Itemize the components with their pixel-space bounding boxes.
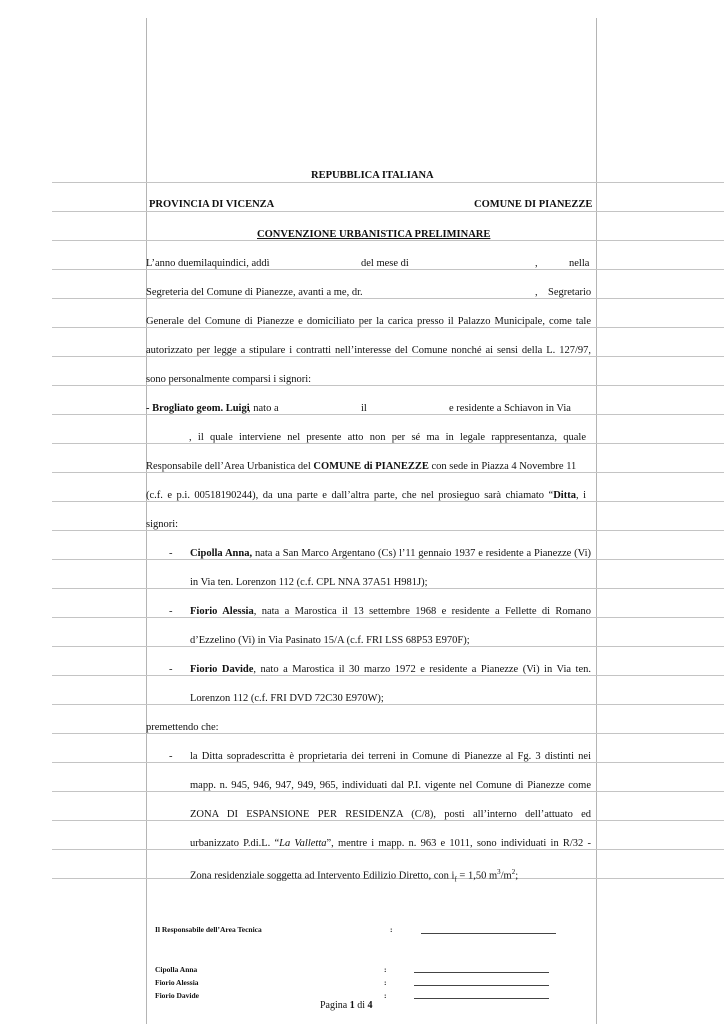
signature-line <box>421 933 556 934</box>
right-margin-line <box>596 18 597 1024</box>
text-line: Segreteria del Comune di Pianezze, avanti a me, dr. <box>146 287 363 298</box>
text-segment: Zona residenziale soggetta ad Intervento Edilizio Diretto, con i <box>190 870 455 882</box>
list-bullet: - <box>169 664 173 675</box>
representative-name: - Brogliato geom. Luigi <box>146 403 250 414</box>
municipality-label: COMUNE DI PIANEZZE <box>474 199 593 210</box>
row-line <box>52 182 724 183</box>
signature-colon: : <box>384 991 387 1000</box>
text-segment: , i <box>575 490 586 501</box>
signatory-line: Lorenzon 112 (c.f. FRI DVD 72C30 E970W); <box>190 693 384 704</box>
row-line <box>52 211 724 212</box>
text-line: premettendo che: <box>146 722 219 733</box>
text-line: signori: <box>146 519 179 530</box>
signatory-line <box>190 605 591 618</box>
text-line <box>146 489 586 502</box>
province-label: PROVINCIA DI VICENZA <box>149 199 275 210</box>
row-line <box>52 704 724 705</box>
premise-line: mapp. n. 945, 946, 947, 949, 965, individuati dal P.I. vigente nel Comune di Pianezze come <box>190 780 591 791</box>
signature-line <box>414 985 549 986</box>
premise-line <box>190 866 518 887</box>
signature-colon: : <box>384 965 387 974</box>
text-line: , nato a <box>248 403 279 414</box>
signatory-name: Fiorio Alessia <box>190 606 254 617</box>
text-segment: urbanizzato P.di.L. “ <box>190 838 280 849</box>
signatory-line: in Via ten. Lorenzon 112 (c.f. CPL NNA 37A51 H981J); <box>190 577 428 588</box>
signer-name: Cipolla Anna <box>155 965 198 974</box>
text-line: , <box>535 258 538 269</box>
signatory-name: Cipolla Anna, <box>190 548 253 559</box>
premise-line: ZONA DI ESPANSIONE PER RESIDENZA (C/8), posti all’interno dell’attuato ed <box>190 809 591 820</box>
text-segment: , nata a Marostica il 13 settembre 1968 e residente a Fellette di Romano <box>253 606 591 617</box>
text-line: il <box>361 403 367 414</box>
municipality-name: COMUNE di PIANEZZE <box>313 461 429 472</box>
text-line: del mese di <box>361 258 409 269</box>
text-segment: con sede in Piazza 4 Novembre 11 <box>431 461 577 472</box>
text-line: Generale del Comune di Pianezze e domiciliato per la carica presso il Palazzo Municipale, come tale <box>146 316 591 327</box>
document-subtitle: CONVENZIONE URBANISTICA PRELIMINARE <box>257 229 491 240</box>
text-line: , <box>535 287 538 298</box>
text-segment: , nato a Marostica il 30 marzo 1972 e residente a Pianezze (Vi) in Via ten. <box>253 664 591 675</box>
text-line: L’anno duemilaquindici, addì <box>146 258 270 269</box>
signature-line <box>414 998 549 999</box>
signatory-name: Fiorio Davide <box>190 664 254 675</box>
signer-name: Fiorio Davide <box>155 991 199 1000</box>
superscript: 3 <box>497 868 501 876</box>
text-segment: ; <box>515 870 519 882</box>
signatory-line <box>190 547 591 560</box>
signatory-line <box>190 663 591 676</box>
premise-line: la Ditta sopradescritta è proprietaria dei terreni in Comune di Pianezze al Fg. 3 distinti nei <box>190 751 591 762</box>
page-number <box>320 999 373 1012</box>
list-bullet: - <box>169 751 173 762</box>
text-segment: nata a San Marco Argentano (Cs) l’11 gennaio 1937 e residente a Pianezze (Vi) <box>254 548 592 559</box>
signatory-line: d’Ezzelino (Vi) in Via Pasinato 15/A (c.f. FRI LSS 68P53 E970F); <box>190 635 470 646</box>
text-line: e residente a Schiavon in Via <box>449 403 571 414</box>
text-segment: = 1,50 m <box>456 870 498 882</box>
text-segment: (c.f. e p.i. 00518190244), da una parte e dall’altra parte, che nel prosieguo sarà chiamato “ <box>146 490 554 501</box>
text-line: autorizzato per legge a stipulare i contratti nell’interesse del Comune nonché ai sensi della L. 127/97, <box>146 345 591 356</box>
text-segment: Pagina <box>320 1000 350 1011</box>
signature-colon: : <box>390 925 393 934</box>
text-line <box>146 460 576 473</box>
document-title: REPUBBLICA ITALIANA <box>311 170 434 181</box>
list-bullet: - <box>169 606 173 617</box>
current-page: 1 <box>349 1000 355 1011</box>
text-line: Segretario <box>548 287 592 298</box>
signer-name: Fiorio Alessia <box>155 978 199 987</box>
text-segment: di <box>354 1000 368 1011</box>
signature-line <box>414 972 549 973</box>
ditta-term: Ditta <box>553 490 576 501</box>
text-segment: /m <box>500 870 512 882</box>
superscript: 2 <box>511 868 516 876</box>
responsible-label: Il Responsabile dell’Area Tecnica <box>155 925 262 934</box>
text-segment: ”, mentre i mapp. n. 963 e 1011, sono individuati in R/32 - <box>326 838 591 849</box>
list-bullet: - <box>169 548 173 559</box>
premise-line <box>190 837 591 850</box>
plan-name: La Valletta <box>279 838 327 849</box>
subscript: f <box>454 875 457 884</box>
text-line: sono personalmente comparsi i signori: <box>146 374 312 385</box>
text-line: , il quale interviene nel presente atto non per sé ma in legale rappresentanza, quale <box>189 432 586 443</box>
text-line: nella <box>569 258 590 269</box>
text-segment: Responsabile dell’Area Urbanistica del <box>146 461 311 472</box>
total-pages: 4 <box>367 1000 373 1011</box>
signature-colon: : <box>384 978 387 987</box>
